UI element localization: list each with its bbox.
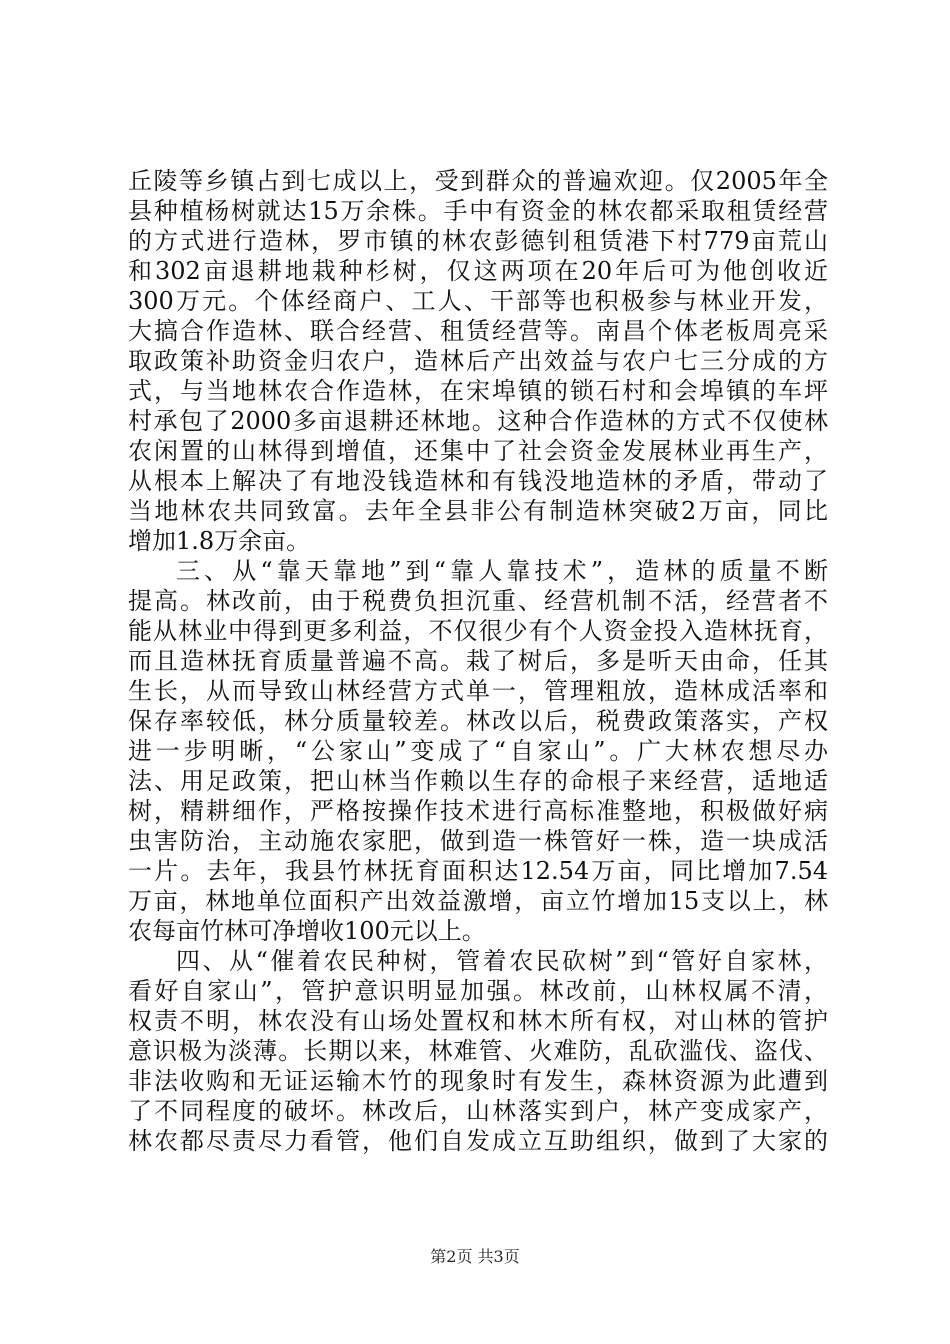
text-line: 了不同程度的破坏。林改后，山林落实到户，林产变成家产， — [128, 1097, 828, 1125]
text-line: 进一步明晰，“公家山”变成了“自家山”。广大林农想尽办 — [128, 737, 828, 765]
text-line: 意识极为淡薄。长期以来，林难管、火难防，乱砍滥伐、盗伐、 — [128, 1037, 828, 1065]
text-line: 权责不明，林农没有山场处置权和林木所有权，对山林的管护 — [128, 1007, 828, 1035]
body-text — [128, 166, 828, 1156]
text-line: 300万元。个体经商户、工人、干部等也积极参与林业开发， — [128, 287, 828, 315]
text-line: 法、用足政策，把山林当作赖以生存的命根子来经营，适地适 — [128, 767, 828, 795]
text-line: 能从林业中得到更多利益，不仅很少有个人资金投入造林抚育， — [128, 617, 828, 645]
section-heading-line: 三、从“靠天靠地”到“靠人靠技术”，造林的质量不断 — [176, 557, 828, 585]
section-heading-line: 四、从“催着农民种树，管着农民砍树”到“管好自家林， — [176, 947, 828, 975]
text-line: 生长，从而导致山林经营方式单一，管理粗放，造林成活率和 — [128, 677, 828, 705]
text-line: 林农都尽责尽力看管，他们自发成立互助组织，做到了大家的 — [128, 1127, 828, 1155]
text-line: 当地林农共同致富。去年全县非公有制造林突破2万亩，同比 — [128, 497, 828, 525]
text-line: 从根本上解决了有地没钱造林和有钱没地造林的矛盾，带动了 — [128, 467, 828, 495]
text-line: 看好自家山”，管护意识明显加强。林改前，山林权属不清， — [128, 977, 828, 1005]
text-line: 树，精耕细作，严格按操作技术进行高标准整地，积极做好病 — [128, 797, 828, 825]
text-line: 万亩，林地单位面积产出效益激增，亩立竹增加15支以上，林 — [128, 887, 828, 915]
text-line: 非法收购和无证运输木竹的现象时有发生，森林资源为此遭到 — [128, 1067, 828, 1095]
text-line: 村承包了2000多亩退耕还林地。这种合作造林的方式不仅使林 — [128, 407, 828, 435]
text-line: 农每亩竹林可净增收100元以上。 — [128, 917, 486, 945]
text-line: 和302亩退耕地栽种杉树，仅这两项在20年后可为他创收近 — [128, 257, 828, 285]
text-line: 一片。去年，我县竹林抚育面积达12.54万亩，同比增加7.54 — [128, 857, 828, 885]
text-line: 县种植杨树就达15万余株。手中有资金的林农都采取租赁经营 — [128, 197, 828, 225]
page-footer: 第2页 共3页 — [430, 1247, 520, 1266]
text-line: 增加1.8万余亩。 — [128, 527, 311, 555]
text-line: 农闲置的山林得到增值，还集中了社会资金发展林业再生产， — [128, 437, 828, 465]
text-line: 取政策补助资金归农户，造林后产出效益与农户七三分成的方 — [128, 347, 828, 375]
text-line: 式，与当地林农合作造林，在宋埠镇的锁石村和会埠镇的车坪 — [128, 377, 828, 405]
text-line: 丘陵等乡镇占到七成以上，受到群众的普遍欢迎。仅2005年全 — [128, 167, 828, 195]
text-line: 保存率较低，林分质量较差。林改以后，税费政策落实，产权 — [128, 707, 828, 735]
text-line: 的方式进行造林，罗市镇的林农彭德钊租赁港下村779亩荒山 — [128, 227, 828, 255]
text-line: 大搞合作造林、联合经营、租赁经营等。南昌个体老板周亮采 — [128, 317, 828, 345]
text-line: 提高。林改前，由于税费负担沉重、经营机制不活，经营者不 — [128, 587, 828, 615]
text-line: 虫害防治，主动施农家肥，做到造一株管好一株，造一块成活 — [128, 827, 828, 855]
text-line: 而且造林抚育质量普遍不高。栽了树后，多是听天由命，任其 — [128, 647, 828, 675]
